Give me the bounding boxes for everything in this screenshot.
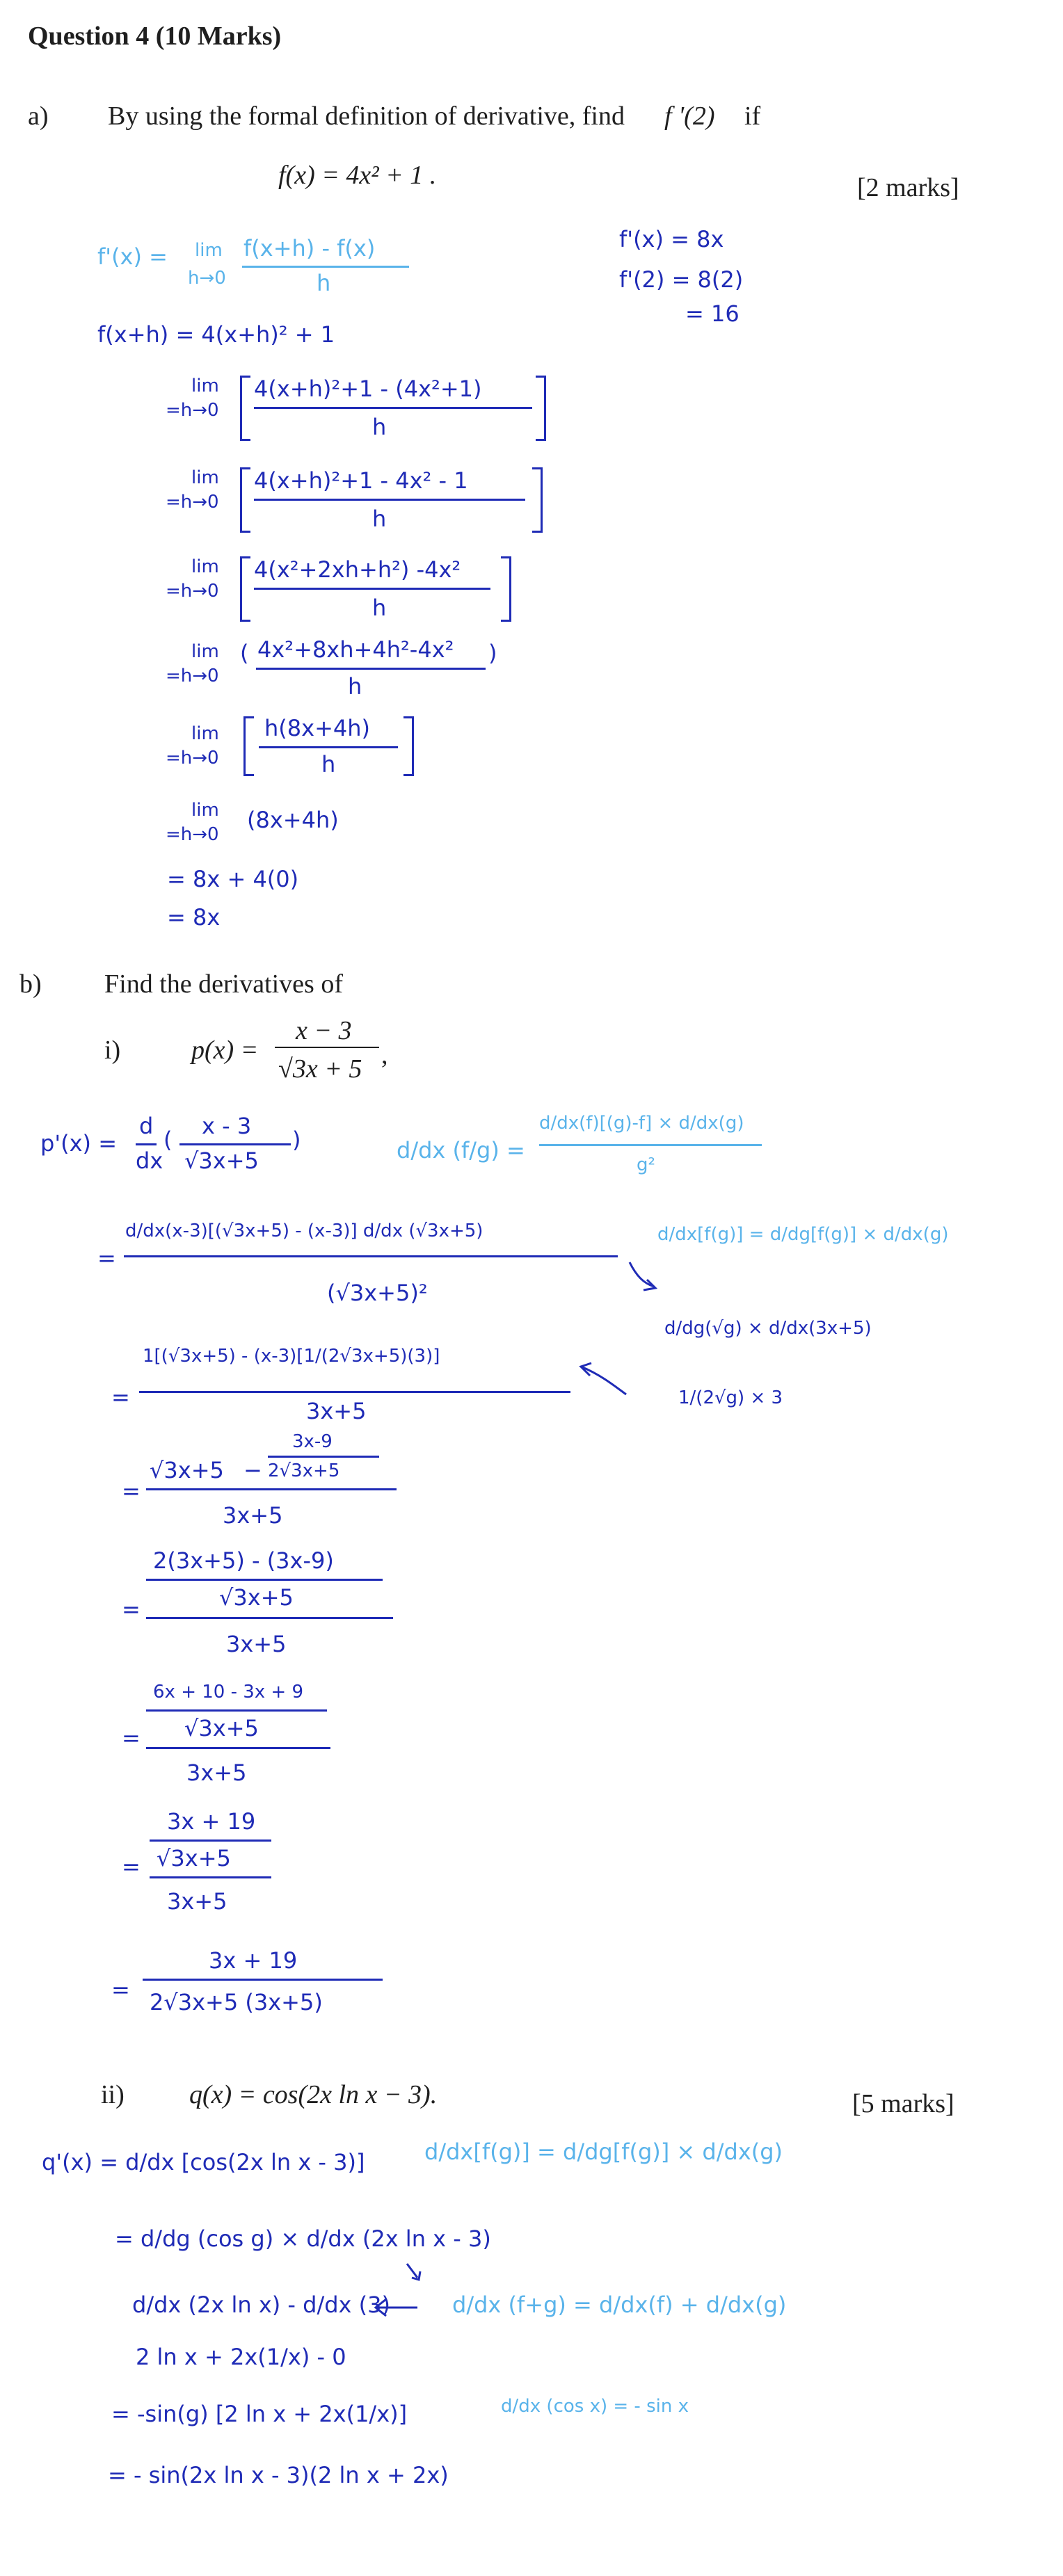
- p8-num: 3x + 19: [209, 1947, 298, 1974]
- p8-eq: =: [111, 1977, 130, 2003]
- p3-den: 3x+5: [306, 1398, 367, 1424]
- step2-lim: lim: [191, 467, 219, 488]
- sum-rule-note: d/dx (f+g) = d/dx(f) + d/dx(g): [452, 2292, 787, 2318]
- side-substitution: f'(2) = 8(2): [619, 266, 744, 293]
- chain-rule-note: d/dx[f(g)] = d/dg[f(g)] × d/dx(g): [657, 1224, 949, 1245]
- step1-lim: lim: [191, 376, 219, 396]
- step4-h0: =h→0: [166, 666, 219, 686]
- step1-num: 4(x+h)²+1 - (4x²+1): [254, 376, 482, 402]
- part-bi-label: i): [104, 1036, 121, 1065]
- part-a-prompt: By using the formal definition of derivative, find: [108, 102, 625, 131]
- step6-expr: (8x+4h): [247, 807, 339, 833]
- p1-lhs: p'(x) =: [40, 1130, 117, 1157]
- part-bii-label: ii): [101, 2080, 125, 2109]
- step4-paren-left: (: [240, 640, 249, 666]
- side-answer: = 16: [685, 300, 740, 327]
- step6-lim: lim: [191, 800, 219, 821]
- arrow-chain-left: [581, 1367, 626, 1394]
- p4-b-den: 2√3x+5: [268, 1460, 340, 1481]
- step2-h0: =h→0: [166, 492, 219, 513]
- p6-den: 3x+5: [186, 1760, 247, 1786]
- p6-num: 6x + 10 - 3x + 9: [153, 1682, 304, 1702]
- p3-num: 1[(√3x+5) - (x-3)[1/(2√3x+5)(3)]: [143, 1346, 440, 1367]
- part-b-label: b): [19, 969, 42, 999]
- part-bii-expr: q(x) = cos(2x ln x − 3).: [189, 2080, 438, 2109]
- step2-den: h: [372, 506, 387, 532]
- part-b-prompt: Find the derivatives of: [104, 969, 343, 999]
- q-chain-note: d/dx[f(g)] = d/dg[f(g)] × d/dx(g): [424, 2139, 783, 2165]
- part-bi-comma: ,: [381, 1040, 388, 1070]
- step1-h0: =h→0: [166, 400, 219, 421]
- q6-line: = - sin(2x ln x - 3)(2 ln x + 2x): [108, 2462, 449, 2488]
- step7-line: = 8x + 4(0): [167, 866, 299, 892]
- part-bii-marks: [5 marks]: [852, 2089, 954, 2118]
- chain-step-note: d/dg(√g) × d/dx(3x+5): [664, 1318, 872, 1339]
- p5-eq: =: [122, 1596, 141, 1623]
- q2-line: = d/dg (cos g) × d/dx (2x ln x - 3): [115, 2225, 491, 2252]
- p1-dx: dx: [136, 1148, 163, 1174]
- p7-den: 3x+5: [167, 1888, 227, 1915]
- step5-num: h(8x+4h): [264, 715, 370, 741]
- q5-line: = -sin(g) [2 ln x + 2x(1/x)]: [111, 2401, 408, 2427]
- def-num: f(x+h) - f(x): [243, 235, 376, 261]
- quotient-rule-num: d/dx(f)[(g)-f] × d/dx(g): [539, 1113, 744, 1134]
- step4-lim: lim: [191, 641, 219, 662]
- p1-paren-right: ): [292, 1127, 301, 1153]
- quotient-rule-lhs: d/dx (f/g) =: [397, 1137, 525, 1164]
- part-a-function: f(x) = 4x² + 1 .: [278, 161, 437, 190]
- part-bi-den: √3x + 5: [278, 1054, 362, 1084]
- p5-num: 2(3x+5) - (3x-9): [153, 1547, 334, 1574]
- step8-line: = 8x: [167, 904, 221, 931]
- p8-den: 2√3x+5 (3x+5): [150, 1989, 323, 2015]
- p4-minus: −: [243, 1457, 262, 1483]
- part-a-marks: [2 marks]: [857, 173, 959, 202]
- step3-den: h: [372, 595, 387, 621]
- part-a-if: if: [744, 102, 761, 131]
- step1-den: h: [372, 414, 387, 440]
- part-bi-lhs: p(x) =: [191, 1036, 259, 1065]
- quotient-rule-den: g²: [637, 1154, 655, 1175]
- p3-eq: =: [111, 1384, 130, 1410]
- p6-mid: √3x+5: [184, 1715, 259, 1741]
- p1-d: d: [139, 1113, 154, 1139]
- step5-lim: lim: [191, 723, 219, 744]
- q3-line: d/dx (2x ln x) - d/dx (3): [132, 2292, 390, 2318]
- step4-den: h: [348, 673, 362, 700]
- q4-line: 2 ln x + 2x(1/x) - 0: [136, 2344, 346, 2370]
- step3-num: 4(x²+2xh+h²) -4x²: [254, 556, 461, 583]
- def-den: h: [317, 270, 331, 296]
- arrow-q-down: [407, 2264, 417, 2278]
- part-a-target: f '(2): [664, 102, 715, 131]
- p4-eq: =: [122, 1478, 141, 1504]
- p1-num: x - 3: [202, 1113, 252, 1139]
- p6-eq: =: [122, 1725, 141, 1751]
- p7-num: 3x + 19: [167, 1808, 256, 1835]
- step4-paren-right: ): [488, 640, 497, 666]
- step3-lim: lim: [191, 556, 219, 577]
- step4-num: 4x²+8xh+4h²-4x²: [257, 636, 454, 663]
- p5-den: 3x+5: [226, 1631, 287, 1657]
- p4-a: √3x+5: [150, 1457, 224, 1483]
- def-lim: lim: [195, 240, 223, 261]
- chain-result-note: 1/(2√g) × 3: [678, 1387, 783, 1408]
- p1-paren-left: (: [163, 1127, 173, 1153]
- p2-den: (√3x+5)²: [327, 1280, 428, 1306]
- step3-h0: =h→0: [166, 581, 219, 602]
- def-h0: h→0: [188, 268, 226, 289]
- p5-mid: √3x+5: [219, 1584, 294, 1611]
- step5-h0: =h→0: [166, 748, 219, 768]
- question-title: Question 4 (10 Marks): [28, 22, 282, 51]
- p7-mid: √3x+5: [157, 1845, 231, 1871]
- def-lhs: f'(x) =: [97, 243, 168, 270]
- p4-b-num: 3x-9: [292, 1431, 333, 1452]
- fxh-line: f(x+h) = 4(x+h)² + 1: [97, 321, 335, 348]
- cos-rule-note: d/dx (cos x) = - sin x: [501, 2396, 689, 2417]
- step2-num: 4(x+h)²+1 - 4x² - 1: [254, 467, 468, 494]
- step5-den: h: [321, 751, 336, 778]
- p1-den: √3x+5: [184, 1148, 259, 1174]
- p7-eq: =: [122, 1853, 141, 1880]
- q1-line: q'(x) = d/dx [cos(2x ln x - 3)]: [42, 2149, 365, 2175]
- side-derivative: f'(x) = 8x: [619, 226, 724, 252]
- p4-den: 3x+5: [223, 1502, 283, 1529]
- step6-h0: =h→0: [166, 824, 219, 845]
- part-bi-num: x − 3: [296, 1016, 352, 1045]
- p2-eq: =: [97, 1245, 116, 1271]
- part-a-label: a): [28, 102, 49, 131]
- p2-num: d/dx(x-3)[(√3x+5) - (x-3)] d/dx (√3x+5): [125, 1221, 483, 1241]
